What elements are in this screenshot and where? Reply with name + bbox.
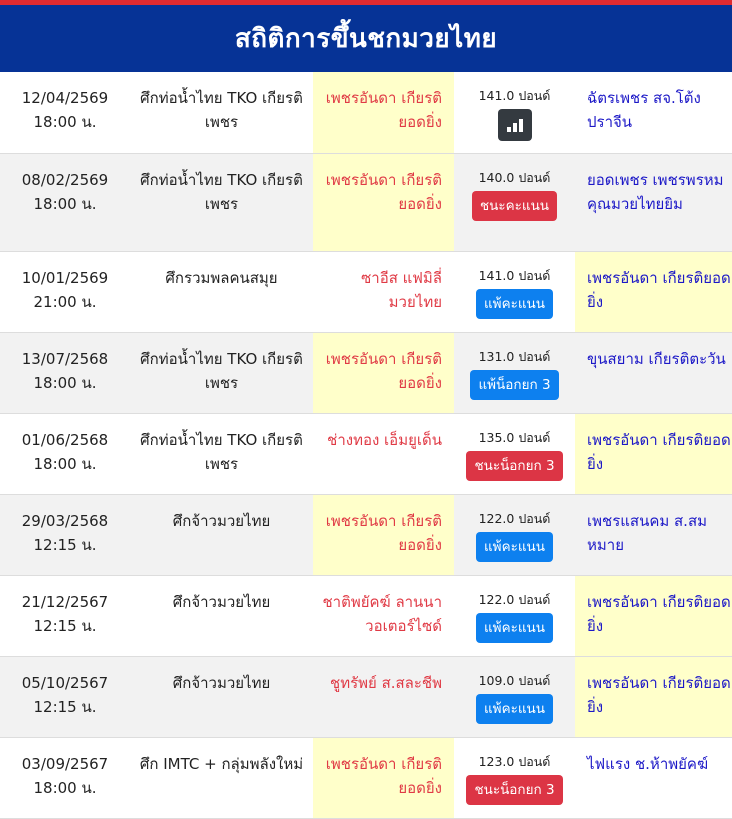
fight-date: 21/12/2567 [21, 593, 109, 611]
fight-row [0, 657, 732, 738]
fight-time: 12:15 น. [33, 536, 97, 554]
fight-date: 05/10/2567 [21, 674, 109, 692]
fight-time: 18:00 น. [33, 455, 97, 473]
result-cell [454, 738, 575, 818]
event-name: ศึก IMTC + กลุ่มพลังใหม่ [139, 755, 304, 773]
fight-record-table [0, 72, 732, 819]
blue-corner-fighter[interactable]: ขุนสยาม เกียรติตะวัน [587, 350, 726, 368]
weight-label: 141.0 ปอนด์ [478, 88, 551, 103]
page-title: สถิติการขึ้นชกมวยไทย [234, 24, 498, 54]
blue-corner-fighter[interactable]: เพชรอันดา เกียรติยอดยิ่ง [575, 252, 732, 332]
fight-date-cell [0, 576, 130, 656]
fight-date-cell [0, 252, 130, 332]
fight-time: 18:00 น. [33, 195, 97, 213]
weight-label: 141.0 ปอนด์ [478, 268, 551, 283]
result-cell [454, 72, 575, 153]
fight-stats-button[interactable] [498, 109, 532, 141]
blue-corner-fighter[interactable]: ฉัตรเพชร สจ.โต้งปราจีน [587, 89, 701, 131]
fight-row [0, 333, 732, 414]
red-corner-fighter[interactable]: เพชรอันดา เกียรติยอดยิ่ง [313, 154, 454, 251]
result-badge[interactable]: แพ้น็อกยก 3 [470, 370, 558, 400]
fight-date-cell [0, 738, 130, 818]
blue-corner-fighter[interactable]: ยอดเพชร เพชรพรหมคุณมวยไทยยิม [587, 171, 724, 213]
fight-row [0, 252, 732, 333]
fight-date: 08/02/2569 [21, 171, 109, 189]
blue-corner-fighter[interactable]: เพชรอันดา เกียรติยอดยิ่ง [575, 414, 732, 494]
weight-label: 109.0 ปอนด์ [478, 673, 551, 688]
result-cell [454, 495, 575, 575]
fight-row [0, 154, 732, 252]
fight-date: 10/01/2569 [21, 269, 109, 287]
result-badge[interactable]: ชนะน็อกยก 3 [466, 451, 562, 481]
fight-row [0, 576, 732, 657]
fight-date: 29/03/2568 [21, 512, 109, 530]
event-name: ศึกท่อน้ำไทย TKO เกียรติเพชร [140, 350, 303, 392]
fight-date-cell [0, 414, 130, 494]
result-badge[interactable]: แพ้คะแนน [476, 694, 553, 724]
weight-label: 123.0 ปอนด์ [478, 754, 551, 769]
fight-row [0, 414, 732, 495]
weight-label: 131.0 ปอนด์ [478, 349, 551, 364]
red-corner-fighter[interactable]: ชาติพยัคฆ์ ลานนาวอเตอร์ไซด์ [322, 593, 442, 635]
result-cell [454, 657, 575, 737]
event-name: ศึกจ้าวมวยไทย [172, 593, 271, 611]
result-cell [454, 333, 575, 413]
result-badge[interactable]: แพ้คะแนน [476, 613, 553, 643]
event-name: ศึกท่อน้ำไทย TKO เกียรติเพชร [140, 89, 303, 131]
weight-label: 135.0 ปอนด์ [478, 430, 551, 445]
fight-date: 01/06/2568 [21, 431, 109, 449]
bar-chart-icon [519, 119, 523, 132]
event-name: ศึกท่อน้ำไทย TKO เกียรติเพชร [140, 431, 303, 473]
weight-label: 122.0 ปอนด์ [478, 592, 551, 607]
fight-time: 12:15 น. [33, 698, 97, 716]
result-badge[interactable]: แพ้คะแนน [476, 532, 553, 562]
result-badge[interactable]: ชนะคะแนน [472, 191, 557, 221]
event-name: ศึกจ้าวมวยไทย [172, 512, 271, 530]
result-cell [454, 252, 575, 332]
result-badge[interactable]: ชนะน็อกยก 3 [466, 775, 562, 805]
event-name: ศึกท่อน้ำไทย TKO เกียรติเพชร [140, 171, 303, 213]
fight-time: 18:00 น. [33, 113, 97, 131]
result-cell [454, 414, 575, 494]
fight-row [0, 495, 732, 576]
weight-label: 122.0 ปอนด์ [478, 511, 551, 526]
bar-chart-icon [513, 123, 517, 132]
red-corner-fighter[interactable]: เพชรอันดา เกียรติยอดยิ่ง [313, 738, 454, 818]
fight-date: 13/07/2568 [21, 350, 109, 368]
result-cell [454, 576, 575, 656]
red-corner-fighter[interactable]: ชูทรัพย์ ส.สละชีพ [330, 674, 442, 692]
red-corner-fighter[interactable]: เพชรอันดา เกียรติยอดยิ่ง [313, 72, 454, 153]
fight-time: 12:15 น. [33, 617, 97, 635]
red-corner-fighter[interactable]: เพชรอันดา เกียรติยอดยิ่ง [313, 495, 454, 575]
red-corner-fighter[interactable]: เพชรอันดา เกียรติยอดยิ่ง [313, 333, 454, 413]
weight-label: 140.0 ปอนด์ [478, 170, 551, 185]
bar-chart-icon [507, 127, 511, 132]
fight-row [0, 72, 732, 154]
blue-corner-fighter[interactable]: เพชรแสนคม ส.สมหมาย [587, 512, 707, 554]
blue-corner-fighter[interactable]: เพชรอันดา เกียรติยอดยิ่ง [575, 576, 732, 656]
page-title-bar [0, 5, 732, 72]
fight-date-cell [0, 154, 130, 251]
fight-time: 18:00 น. [33, 779, 97, 797]
result-badge[interactable]: แพ้คะแนน [476, 289, 553, 319]
event-name: ศึกรวมพลคนสมุย [165, 269, 278, 287]
blue-corner-fighter[interactable]: ไฟแรง ช.ห้าพยัคฆ์ [587, 755, 709, 773]
red-corner-fighter[interactable]: ช่างทอง เอ็มยูเด็น [327, 431, 442, 449]
fight-date: 03/09/2567 [21, 755, 109, 773]
fight-date-cell [0, 333, 130, 413]
fight-date-cell [0, 495, 130, 575]
result-cell [454, 154, 575, 251]
fight-time: 18:00 น. [33, 374, 97, 392]
fight-date: 12/04/2569 [21, 89, 109, 107]
fight-time: 21:00 น. [33, 293, 97, 311]
event-name: ศึกจ้าวมวยไทย [172, 674, 271, 692]
fight-date-cell [0, 657, 130, 737]
blue-corner-fighter[interactable]: เพชรอันดา เกียรติยอดยิ่ง [575, 657, 732, 737]
fight-date-cell [0, 72, 130, 153]
red-corner-fighter[interactable]: ซาอีส แฟมิลี่มวยไทย [361, 269, 442, 311]
